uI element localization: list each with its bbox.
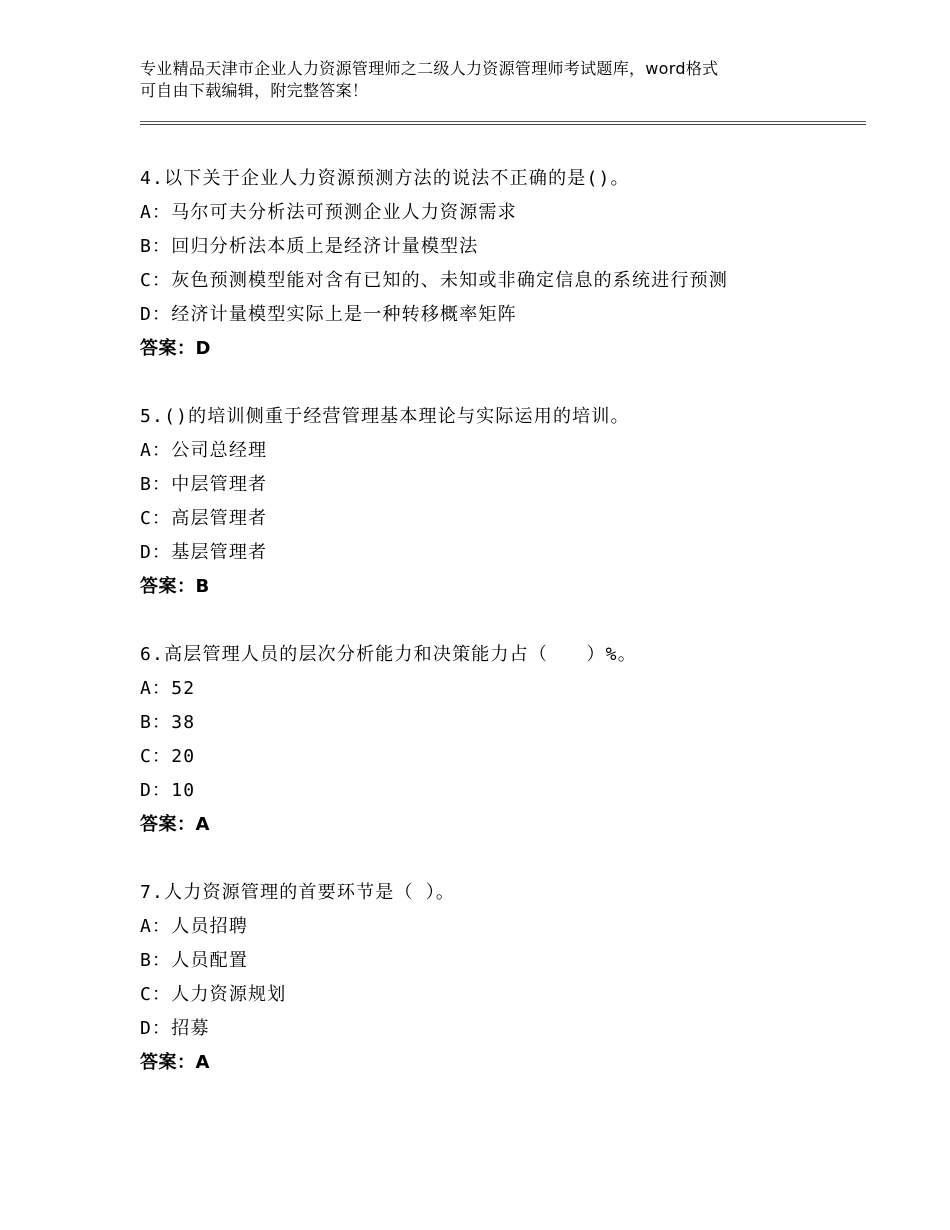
option-text: 马尔可夫分析法可预测企业人力资源需求 (171, 202, 517, 223)
answer-value: A (195, 814, 210, 835)
option-key: B： (140, 712, 172, 733)
option-key: A： (140, 440, 172, 461)
option-key: D： (140, 780, 172, 801)
answer-label: 答案： (140, 1052, 196, 1073)
option-text: 高层管理者 (171, 508, 268, 529)
option-text: 招募 (171, 1018, 210, 1039)
option-text: 经济计量模型实际上是一种转移概率矩阵 (171, 304, 517, 325)
option-text: 人力资源规划 (171, 984, 287, 1005)
answer-value: A (195, 1052, 210, 1073)
answer-value: D (195, 338, 211, 359)
question-4 (140, 162, 860, 366)
option-key: D： (140, 542, 172, 563)
option-a (140, 672, 860, 706)
header-line-2: 可自由下载编辑，附完整答案！ (140, 81, 369, 100)
option-key: C： (140, 508, 172, 529)
answer-line (140, 808, 860, 842)
option-text: 10 (171, 780, 196, 801)
option-text: 公司总经理 (171, 440, 268, 461)
header-divider-top (140, 121, 866, 122)
option-text: 基层管理者 (171, 542, 268, 563)
option-key: C： (140, 746, 172, 767)
answer-line (140, 332, 860, 366)
answer-line (140, 570, 860, 604)
option-b (140, 230, 860, 264)
option-c (140, 978, 860, 1012)
answer-label: 答案： (140, 338, 196, 359)
option-text: 52 (171, 678, 196, 699)
option-c (140, 502, 860, 536)
option-key: B： (140, 950, 172, 971)
answer-label: 答案： (140, 814, 196, 835)
option-text: 38 (171, 712, 196, 733)
option-key: B： (140, 236, 172, 257)
option-key: A： (140, 678, 172, 699)
question-stem: 7.人力资源管理的首要环节是（ ）。 (140, 882, 456, 903)
option-text: 人员配置 (171, 950, 249, 971)
option-key: C： (140, 984, 172, 1005)
option-text: 人员招聘 (171, 916, 249, 937)
option-a (140, 434, 860, 468)
answer-value: B (195, 576, 210, 597)
question-stem: 4.以下关于企业人力资源预测方法的说法不正确的是()。 (140, 168, 630, 189)
question-stem: 6.高层管理人员的层次分析能力和决策能力占（ ）%。 (140, 644, 637, 665)
option-text: 中层管理者 (171, 474, 268, 495)
answer-label: 答案： (140, 576, 196, 597)
option-key: A： (140, 202, 172, 223)
option-d (140, 536, 860, 570)
option-b (140, 468, 860, 502)
option-text: 回归分析法本质上是经济计量模型法 (171, 236, 479, 257)
option-key: D： (140, 1018, 172, 1039)
option-d (140, 774, 860, 808)
option-b (140, 944, 860, 978)
option-key: A： (140, 916, 172, 937)
option-key: C： (140, 270, 172, 291)
option-text: 20 (171, 746, 196, 767)
option-b (140, 706, 860, 740)
document-header (140, 58, 840, 102)
option-text: 灰色预测模型能对含有已知的、未知或非确定信息的系统进行预测 (171, 270, 729, 291)
option-d (140, 298, 860, 332)
option-a (140, 196, 860, 230)
question-5 (140, 400, 860, 604)
option-key: B： (140, 474, 172, 495)
option-c (140, 740, 860, 774)
header-divider-bottom (140, 124, 866, 125)
answer-line (140, 1046, 860, 1080)
header-line-1: 专业精品天津市企业人力资源管理师之二级人力资源管理师考试题库，word格式 (140, 59, 719, 78)
question-list (140, 162, 860, 1114)
question-6 (140, 638, 860, 842)
option-d (140, 1012, 860, 1046)
option-key: D： (140, 304, 172, 325)
question-stem: 5.()的培训侧重于经营管理基本理论与实际运用的培训。 (140, 406, 630, 427)
option-a (140, 910, 860, 944)
question-7 (140, 876, 860, 1080)
option-c (140, 264, 860, 298)
